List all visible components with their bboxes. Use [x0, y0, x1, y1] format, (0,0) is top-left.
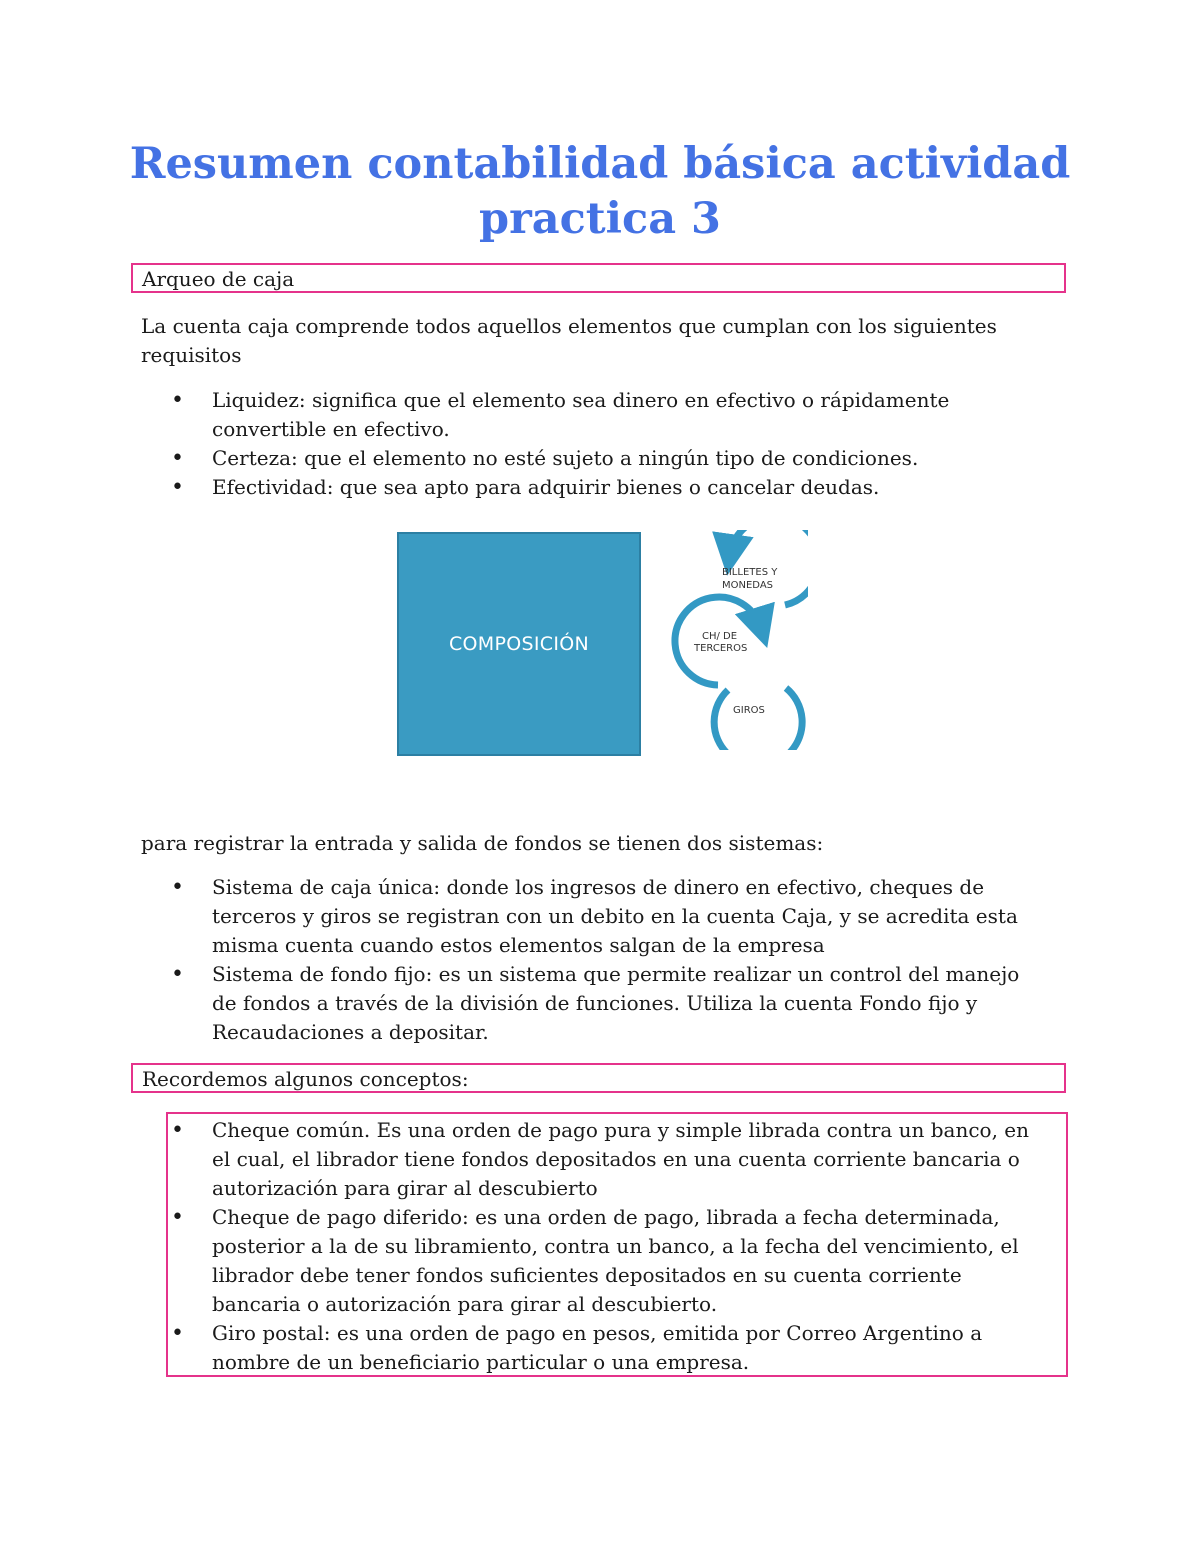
cycle-ring-3 — [714, 688, 802, 750]
page-title — [100, 137, 1100, 247]
list-item: • Sistema de caja única: donde los ingresos de dinero en efectivo, cheques de terceros y giros se registran con un debito en la cuenta Caja, y se acredita esta misma cuenta cuando estos elementos salgan de la empresa — [141, 873, 1041, 960]
section1-intro: La cuenta caja comprende todos aquellos elementos que cumplan con los siguientes requisitos — [141, 314, 997, 367]
title-line-2: practica 3 — [479, 194, 721, 244]
cycle-node-2-line-1: CH/ DE — [702, 631, 738, 642]
composition-cycle-diagram — [668, 530, 808, 750]
requirements-list — [141, 386, 1001, 502]
list-item: • Efectividad: que sea apto para adquirir bienes o cancelar deudas. — [141, 473, 1001, 502]
list-item: • Cheque de pago diferido: es una orden de pago, librada a fecha determinada, posterior a la de su libramiento, contra un banco, a la fecha del vencimiento, el librador debe tener fondos suficientes depositados en su cuenta corriente bancaria o autorización para girar al descubierto. — [141, 1203, 1051, 1319]
title-line-1: Resumen contabilidad básica actividad — [129, 139, 1071, 189]
cycle-node-1-line-2: MONEDAS — [722, 580, 774, 591]
composicion-block — [397, 532, 641, 756]
cycle-node-3-label: GIROS — [733, 705, 765, 716]
section-heading-arqueo: Arqueo de caja — [131, 263, 1066, 293]
cycle-node-1-line-1: BILLETES Y — [722, 567, 778, 578]
cycle-node-2-line-2: TERCEROS — [694, 643, 748, 654]
section-heading-conceptos: Recordemos algunos conceptos: — [131, 1063, 1066, 1093]
composicion-label: COMPOSICIÓN — [448, 633, 590, 655]
concepts-list — [141, 1116, 1051, 1377]
list-item: • Cheque común. Es una orden de pago pura y simple librada contra un banco, en el cual, el librador tiene fondos depositados en una cuenta corriente bancaria o autorización para girar al descubierto — [141, 1116, 1051, 1203]
list-item: • Giro postal: es una orden de pago en pesos, emitida por Correo Argentino a nombre de un beneficiario particular o una empresa. — [141, 1319, 1051, 1377]
section2-intro: para registrar la entrada y salida de fondos se tienen dos sistemas: — [141, 831, 824, 855]
systems-list — [141, 873, 1041, 1047]
list-item: • Certeza: que el elemento no esté sujeto a ningún tipo de condiciones. — [141, 444, 1001, 473]
list-item: • Liquidez: significa que el elemento sea dinero en efectivo o rápidamente convertible en efectivo. — [141, 386, 1001, 444]
list-item: • Sistema de fondo fijo: es un sistema que permite realizar un control del manejo de fondos a través de la división de funciones. Utiliza la cuenta Fondo fijo y Recaudaciones a depositar. — [141, 960, 1041, 1047]
